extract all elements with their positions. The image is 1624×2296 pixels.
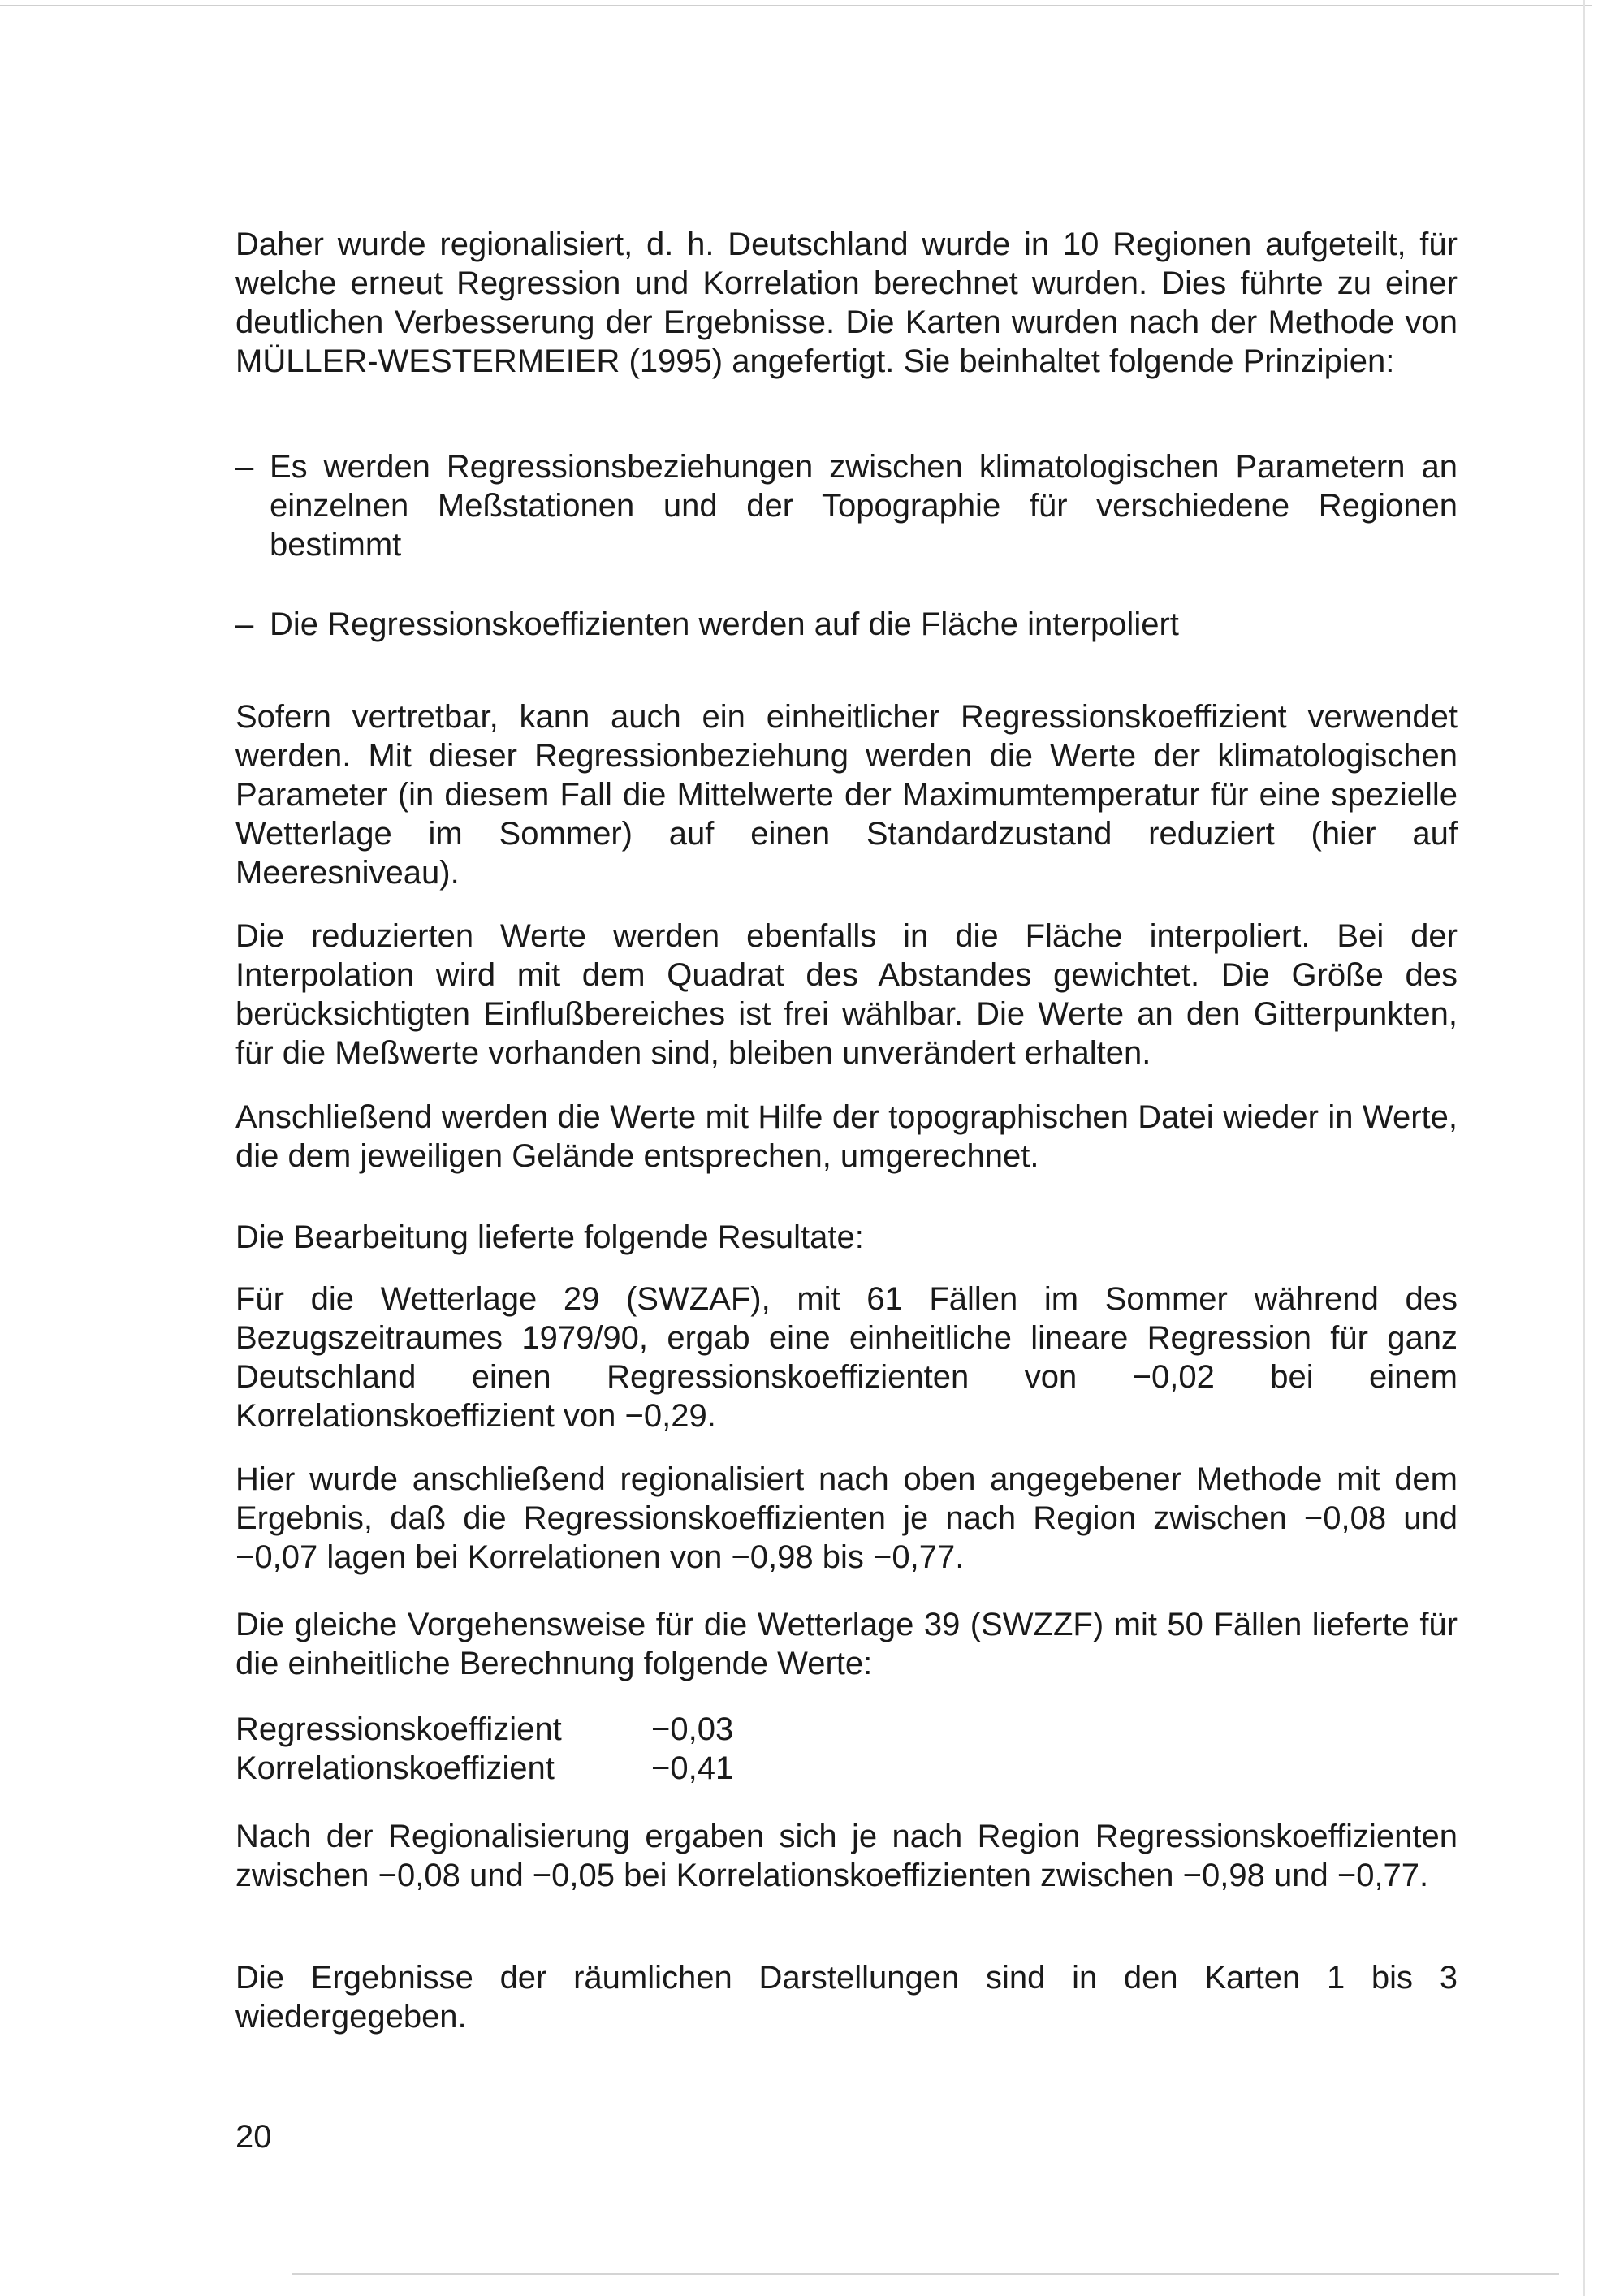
coefficient-value: −0,03 xyxy=(651,1711,734,1747)
paragraph-intro xyxy=(235,225,1458,381)
paragraph-hier-text: Hier wurde anschließend regionalisiert nach oben angegebener Methode mit dem Ergebnis, daß die Regressionskoeffizienten je nach Region zwischen −0,08 und −0,07 lagen bei Korrelationen von −0,98 bis −0,77. xyxy=(235,1461,1458,1575)
paragraph-ergebnisse-text: Die Ergebnisse der räumlichen Darstellungen sind in den Karten 1 bis 3 wiedergegeben. xyxy=(235,1960,1458,2035)
coefficient-row-correlation xyxy=(235,1749,733,1788)
paragraph-reduziert xyxy=(235,917,1458,1072)
principles-list xyxy=(235,447,1458,684)
scan-edge-right xyxy=(1583,0,1585,2296)
coefficient-label: Regressionskoeffizient xyxy=(235,1711,562,1747)
paragraph-sofern-text: Sofern vertretbar, kann auch ein einheitlicher Regressionskoeffizient verwendet werden. Mit dieser Regressionbeziehung werden die Werte der klimatologischen Parameter (in diesem Fall die Mittelwerte der Maximumtemperatur für eine spezielle Wetterlage im Sommer) auf einen Standardzustand reduziert (hier auf Meeresniveau). xyxy=(235,699,1458,891)
paragraph-wetterlage-29 xyxy=(235,1280,1458,1435)
paragraph-intro-text: Daher wurde regionalisiert, d. h. Deutschland wurde in 10 Regionen aufgeteilt, für welche erneut Regression und Korrelation berechnet wurden. Dies führte zu einer deutlichen Verbesserung der Ergebnisse. Die Karten wurden nach der Methode von MÜLLER-WESTERMEIER (1995) angefertigt. Sie beinhaltet folgende Prinzipien: xyxy=(235,227,1458,379)
paragraph-bearbeitung-text: Die Bearbeitung lieferte folgende Resultate: xyxy=(235,1219,864,1255)
paragraph-gleiche xyxy=(235,1605,1458,1683)
paragraph-reduziert-text: Die reduzierten Werte werden ebenfalls in die Fläche interpoliert. Bei der Interpolation wird mit dem Quadrat des Abstandes gewichtet. Die Größe des berücksichtigten Einflußbereiches ist frei wählbar. Die Werte an den Gitterpunkten, für die Meßwerte vorhanden sind, bleiben unverändert erhalten. xyxy=(235,918,1458,1071)
coefficient-row-regression xyxy=(235,1710,733,1749)
page-number: 20 xyxy=(235,2119,272,2155)
scan-edge-top xyxy=(0,5,1592,6)
paragraph-hier xyxy=(235,1460,1458,1577)
coefficient-label: Korrelationskoeffizient xyxy=(235,1750,555,1786)
paragraph-anschliessend xyxy=(235,1098,1458,1176)
coefficient-value: −0,41 xyxy=(651,1750,734,1786)
paragraph-gleiche-text: Die gleiche Vorgehensweise für die Wetterlage 39 (SWZZF) mit 50 Fällen lieferte für die einheitliche Berechnung folgende Werte: xyxy=(235,1607,1458,1681)
paragraph-bearbeitung xyxy=(235,1218,1458,1257)
scan-edge-bottom xyxy=(292,2273,1559,2275)
paragraph-sofern xyxy=(235,697,1458,892)
principle-item-1: – Es werden Regressionsbeziehungen zwischen klimatologischen Parametern an einzelnen Meßstationen und der Topographie für verschiedene Regionen bestimmt xyxy=(235,447,1458,564)
paragraph-nach xyxy=(235,1817,1458,1895)
paragraph-anschliessend-text: Anschließend werden die Werte mit Hilfe der topographischen Datei wieder in Werte, die dem jeweiligen Gelände entsprechen, umgerechnet. xyxy=(235,1099,1458,1174)
paragraph-ergebnisse xyxy=(235,1958,1458,2036)
paragraph-nach-text: Nach der Regionalisierung ergaben sich je nach Region Regressionskoeffizienten zwischen −0,08 und −0,05 bei Korrelationskoeffizienten zwischen −0,98 und −0,77. xyxy=(235,1819,1458,1893)
principle-item-2: – Die Regressionskoeffizienten werden auf die Fläche interpoliert xyxy=(235,605,1458,644)
paragraph-wetterlage-29-text: Für die Wetterlage 29 (SWZAF), mit 61 Fällen im Sommer während des Bezugszeitraumes 1979/90, ergab eine einheitliche lineare Regression für ganz Deutschland einen Regressionskoeffizienten von −0,02 bei einem Korrelationskoeffizient von −0,29. xyxy=(235,1281,1458,1434)
coefficient-table xyxy=(235,1710,733,1788)
